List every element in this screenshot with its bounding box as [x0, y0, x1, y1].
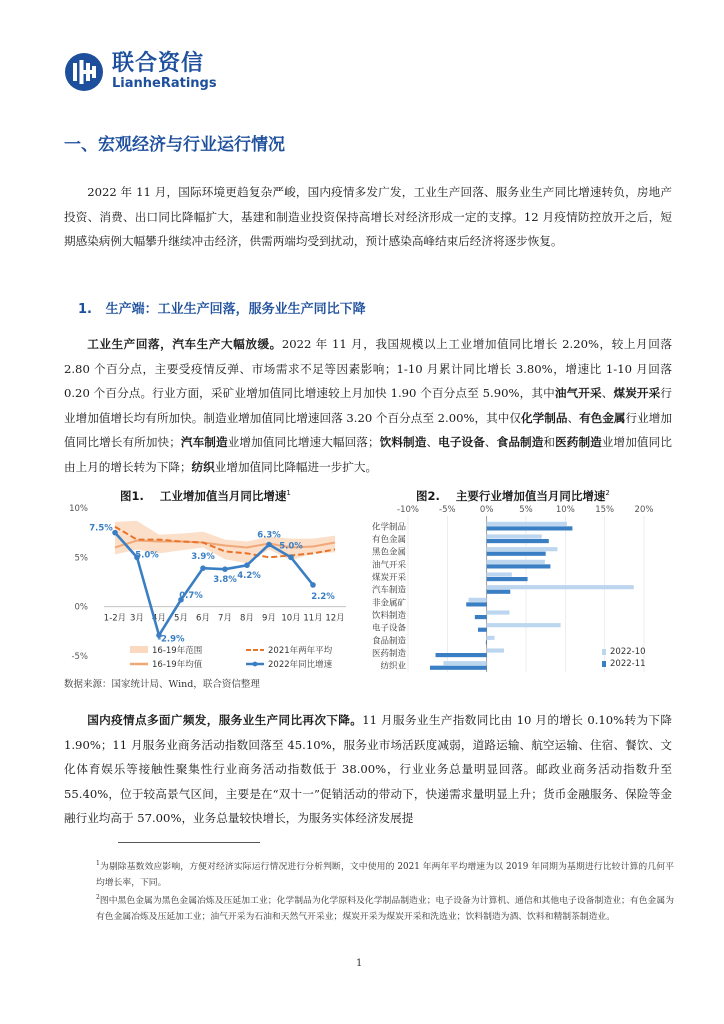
industry-lead: 工业生产回落，汽车生产大幅放缓。	[87, 337, 282, 351]
footnote-divider	[118, 842, 260, 843]
growth-2022-point	[200, 565, 206, 571]
legend-item	[602, 659, 646, 669]
industry-text-4: 、	[567, 410, 580, 425]
bar-2022-10	[487, 623, 561, 627]
x-tick-label: 10%	[555, 505, 575, 515]
industry-text-2: 、	[601, 386, 614, 401]
industry-text-3: 行业增加值增长均有所加快。制造业增加值同比增速回落 3.20 个百分点至 2.00%，其中仅	[64, 386, 672, 425]
keyword-textile: 纺织	[191, 459, 215, 474]
footnote-1-text: 为剔除基数效应影响，方便对经济实际运行情况进行分析判断，文中使用的 2021 年两年平均增速为以 2019 年同期为基期进行比较计算的几何平均增长率，下同。	[96, 861, 674, 888]
bar-2022-10	[487, 547, 558, 551]
category-label: 煤炭开采	[371, 573, 406, 583]
bar-2022-10	[487, 585, 634, 589]
legend-item	[130, 659, 203, 670]
bar-2022-11	[486, 640, 487, 644]
bar-2022-11	[487, 577, 528, 581]
service-body: 11 月服务业生产指数同比由 10 月的增长 0.10%转为下降 1.90%；11 月服务业商务活动指数回落至 45.10%，服务业市场活跃度减弱，道路运输、航空运输、住宿、餐饮、文化体育娱乐等接触性聚集性行业商务活动指数低于 38.00%，行业业务总量明显回落。邮政业商务活动指数升至 55.40%，位于较高景气区间，主要是在“双十一”促销活动的带动下，快递需求量明显上升；货币金融服务、保险等金融行业均高于 57.00%，业务总量较快增长，为服务实体经济发展提	[64, 713, 672, 826]
growth-2022-point	[222, 566, 228, 572]
bar-2022-10	[443, 661, 486, 665]
bar-2022-11	[436, 653, 487, 657]
figure2-title-text: 主要行业增加值当月同比增速	[455, 489, 606, 503]
x-tick-label: 6月	[196, 613, 210, 624]
bar-2022-11	[487, 539, 549, 543]
growth-2022-point	[112, 530, 118, 536]
legend-label: 16-19年均值	[152, 660, 203, 670]
footnote-1-mark: 1	[96, 860, 100, 867]
industry-text-11: 业增加值同比降幅进一步扩大。	[214, 459, 378, 474]
growth-2022-point	[288, 555, 294, 561]
figure2-footnote-mark: 2	[605, 489, 610, 498]
bar-2022-11	[487, 564, 551, 568]
industry-text-8: 、	[484, 435, 497, 450]
x-tick-label: 20%	[634, 505, 654, 515]
bar-2022-10	[487, 534, 542, 538]
y-tick-label: 0%	[74, 602, 88, 613]
growth-2022-point	[244, 562, 250, 568]
industry-text-9: 和	[543, 435, 556, 450]
legend-swatch	[602, 661, 606, 667]
bar-2022-11	[478, 628, 487, 632]
keyword-auto: 汽车制造	[180, 435, 228, 450]
growth-2022-data-label: 6.3%	[257, 530, 281, 541]
growth-2022-data-label: 7.5%	[89, 523, 113, 534]
category-label: 医药制造	[371, 649, 406, 659]
service-lead: 国内疫情点多面广频发，服务业生产同比再次下降。	[87, 713, 363, 727]
keyword-food: 食品制造	[496, 435, 544, 450]
growth-2022-data-label: 3.8%	[213, 575, 237, 586]
bar-2022-11	[487, 590, 511, 594]
category-label: 纺织业	[380, 661, 406, 672]
legend-label: 2021年两年平均	[268, 646, 333, 656]
keyword-pharma: 医药制造	[555, 435, 602, 450]
keyword-nonferrous: 有色金属	[579, 410, 626, 425]
growth-2022-data-label: 0.7%	[179, 590, 203, 601]
bar-2022-11	[466, 602, 486, 606]
category-label: 有色金属	[371, 535, 406, 545]
growth-2022-data-label: 2.2%	[311, 591, 335, 602]
bar-2022-11	[430, 666, 487, 670]
keyword-oil-gas: 油气开采	[554, 386, 602, 401]
legend-item	[246, 659, 333, 670]
x-tick-label: 0%	[479, 505, 494, 515]
legend-label: 2022年同比增速	[268, 660, 333, 670]
intro-paragraph: 2022 年 11 月，国际环境更趋复杂严峻，国内疫情多发广发，工业生产回落、服务业生产同比增速转负，房地产投资、消费、出口同比降幅扩大，基建和制造业投资保持高增长对经济形成一定的支撑。12 月疫情防控放开之后，短期感染病例大幅攀升继续冲击经济，供需两端均受到扰动，预计感染高峰结束后经济将逐步恢复。	[64, 185, 672, 249]
keyword-chemicals: 化学制品	[520, 410, 568, 425]
y-tick-label: -5%	[71, 652, 88, 662]
footnote-1	[96, 856, 674, 891]
growth-2022-data-label: 5.0%	[135, 550, 159, 561]
growth-2022-data-label: 4.2%	[237, 571, 261, 582]
industrial-growth-line-chart	[60, 500, 356, 676]
category-label: 非金属矿	[371, 598, 406, 609]
x-tick-label: 9月	[262, 613, 276, 624]
legend-swatch-range	[130, 646, 148, 653]
growth-2022-point	[266, 542, 272, 548]
lianhe-logo-icon	[64, 52, 104, 92]
subsection-heading	[78, 298, 366, 317]
brand-name-en: LianheRatings	[112, 76, 217, 91]
x-tick-label: 5%	[519, 505, 533, 515]
legend-label: 16-19年范围	[152, 646, 203, 656]
category-label: 汽车制造	[371, 585, 406, 596]
keyword-beverage: 饮料制造	[379, 435, 427, 450]
category-label: 油气开采	[371, 560, 406, 571]
subsection-title: 生产端：工业生产回落，服务业生产同比下降	[105, 302, 366, 317]
bar-2022-10	[487, 636, 495, 640]
x-tick-label: -5%	[439, 505, 456, 515]
bar-2022-11	[487, 552, 546, 556]
bar-2022-10	[487, 648, 504, 652]
bar-2022-10	[487, 610, 510, 614]
footnote-2-text: 图中黑色金属为黑色金属冶炼及压延加工业；化学制品为化学原料及化学制品制造业；电子设备为计算机、通信和其他电子设备制造业；有色金属为有色金属冶炼及压延加工业；油气开采为石油和天然气开采业；煤炭开采为煤炭开采和洗选业；饮料制造为酒、饮料和精制茶制造业。	[96, 895, 674, 922]
growth-2022-data-label: -2.9%	[157, 634, 185, 645]
service-paragraph	[64, 708, 672, 831]
subsection-number: 1.	[78, 302, 92, 317]
brand-name-cn: 联合资信	[112, 51, 205, 76]
growth-2022-point	[310, 582, 316, 588]
keyword-electronics: 电子设备	[438, 435, 485, 450]
legend-item	[602, 647, 646, 657]
x-tick-label: -10%	[397, 505, 419, 515]
bar-2022-11	[487, 526, 573, 530]
page-number: 1	[356, 958, 363, 969]
legend-item	[130, 645, 202, 656]
legend-swatch-2022-marker	[253, 662, 258, 667]
industry-text-6: 业增加值同比增速大幅回落；	[227, 435, 380, 450]
brand-logo	[64, 52, 217, 92]
category-label: 饮料制造	[371, 611, 406, 621]
legend-item	[246, 645, 333, 656]
footnote-2	[96, 890, 674, 925]
y-tick-label: 5%	[74, 553, 88, 564]
bar-2022-10	[487, 560, 545, 564]
figure1-number: 图1.	[120, 489, 144, 503]
x-tick-label: 5月	[174, 613, 188, 624]
bar-2022-11	[475, 615, 487, 619]
bar-2022-10	[487, 572, 512, 576]
bar-2022-10	[469, 598, 487, 602]
section-title: 一、宏观经济与行业运行情况	[64, 135, 285, 155]
data-source: 数据来源：国家统计局、Wind，联合资信整理	[64, 679, 260, 690]
category-label: 电子设备	[371, 623, 406, 634]
industry-text-7: 、	[426, 435, 439, 450]
x-tick-label: 15%	[595, 505, 615, 515]
legend-label: 2022-11	[610, 659, 646, 669]
figure1-footnote-mark: 1	[286, 489, 291, 498]
industry-text-10: 业增加值同比由上月的增长转为下降；	[64, 435, 672, 474]
figure1-title-text: 工业增加值当月同比增速	[159, 489, 287, 503]
category-label: 化学制品	[371, 522, 406, 533]
x-tick-label: 3月	[130, 613, 144, 624]
x-tick-label: 8月	[240, 613, 254, 624]
category-label: 黑色金属	[371, 547, 406, 558]
industry-growth-bar-chart	[364, 500, 664, 676]
x-tick-label: 1-2月	[103, 613, 127, 624]
growth-2022-data-label: 3.9%	[191, 552, 215, 563]
x-tick-label: 10月	[281, 613, 301, 624]
x-tick-label: 11月	[303, 613, 323, 624]
industry-text-5: 行业增加值同比增长有所加快；	[64, 410, 672, 450]
keyword-coal: 煤炭开采	[613, 386, 661, 401]
footnote-2-mark: 2	[96, 894, 100, 901]
x-tick-label: 12月	[325, 613, 345, 624]
bar-2022-10	[487, 522, 567, 526]
legend-swatch	[602, 649, 606, 655]
y-tick-label: 10%	[69, 504, 88, 514]
legend-label: 2022-10	[610, 647, 646, 657]
industry-text-1: 2022 年 11 月，我国规模以上工业增加值同比增长 2.20%，较上月回落 2.80 个百分点，主要受疫情反弹、市场需求不足等因素影响；1-10 月累计同比增长 3.80%，增速比 1-10 月回落 0.20 个百分点。行业方面，采矿业增加值同比增速较上月加快 1.90 个百分点至 5.90%，其中	[64, 337, 672, 401]
figure2-number: 图2.	[416, 489, 440, 503]
growth-2022-data-label: 5.0%	[279, 541, 303, 552]
x-tick-label: 7月	[218, 613, 232, 624]
industry-paragraph	[64, 332, 672, 480]
category-label: 食品制造	[371, 636, 406, 647]
x-tick-label: 4月	[152, 613, 166, 624]
